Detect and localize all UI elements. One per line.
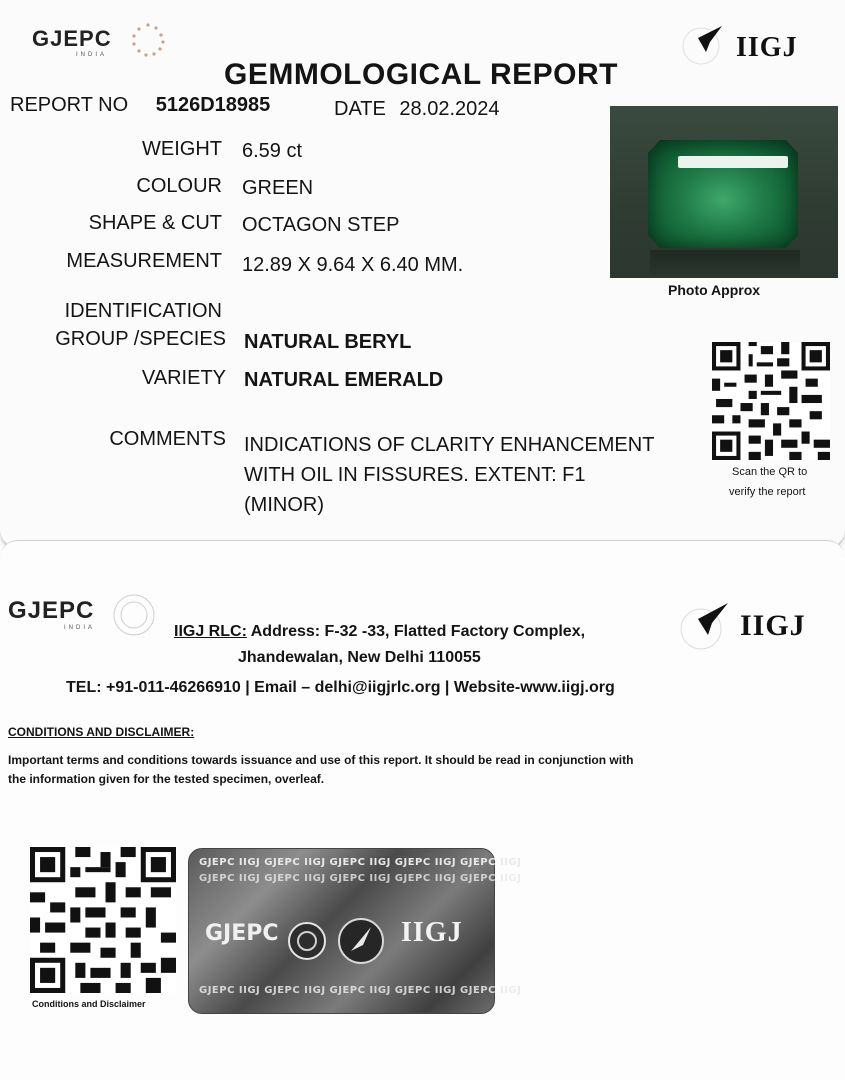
conditions-text-line-2: the information given for the tested specimen, overleaf. bbox=[8, 772, 325, 786]
gem-shadow bbox=[650, 250, 800, 278]
colour-value: GREEN bbox=[242, 177, 314, 199]
conditions-qr-caption: Conditions and Disclaimer bbox=[32, 999, 146, 1009]
iigj-logo-text: IIGJ bbox=[736, 32, 798, 63]
shape-cut-value: OCTAGON STEP bbox=[242, 214, 400, 236]
gjepc-sunburst-icon bbox=[108, 589, 160, 641]
hologram-text-row: GJEPC IIGJ GJEPC IIGJ GJEPC IIGJ GJEPC IIGJ GJEPC IIGJ bbox=[199, 857, 522, 868]
measurement-value: 12.89 X 9.64 X 6.40 MM. bbox=[242, 254, 464, 276]
qr-caption-line-2: verify the report bbox=[729, 486, 806, 498]
weight-label: WEIGHT bbox=[142, 138, 222, 160]
gem-highlight bbox=[678, 156, 788, 168]
address-line-1 bbox=[174, 623, 585, 641]
verify-qr-code[interactable] bbox=[712, 342, 830, 460]
gjepc-sub-text: INDIA bbox=[64, 625, 96, 631]
identification-label: IDENTIFICATION bbox=[64, 300, 222, 322]
hologram-security-label bbox=[188, 848, 522, 1014]
gjepc-sub-text: INDIA bbox=[76, 52, 108, 58]
gjepc-logo-text: GJEPC bbox=[32, 26, 112, 51]
iigj-bird-icon bbox=[676, 597, 736, 653]
report-number-row bbox=[10, 94, 270, 117]
comments-line: INDICATIONS OF CLARITY ENHANCEMENT bbox=[244, 434, 655, 456]
iigj-bird-icon bbox=[676, 18, 736, 68]
gemstone-photo bbox=[610, 106, 838, 278]
comments-label: COMMENTS bbox=[109, 428, 226, 450]
photo-caption: Photo Approx bbox=[668, 282, 761, 298]
hologram-text-row: GJEPC IIGJ GJEPC IIGJ GJEPC IIGJ GJEPC IIGJ GJEPC IIGJ bbox=[199, 873, 522, 884]
colour-label: COLOUR bbox=[136, 175, 222, 197]
address-label: IIGJ RLC: bbox=[174, 623, 247, 640]
iigj-logo-back bbox=[676, 597, 826, 659]
gjepc-logo bbox=[32, 26, 112, 58]
hologram-gjepc-logo: GJEPC bbox=[205, 921, 279, 946]
conditions-heading: CONDITIONS AND DISCLAIMER: bbox=[8, 725, 195, 739]
hologram-emblem-icon bbox=[285, 905, 395, 975]
address-text: Address: F-32 -33, Flatted Factory Complex, bbox=[246, 623, 586, 640]
variety-value: NATURAL EMERALD bbox=[244, 369, 444, 391]
report-date-value: 28.02.2024 bbox=[399, 98, 500, 120]
weight-value: 6.59 ct bbox=[242, 140, 303, 162]
address-line-2: Jhandewalan, New Delhi 110055 bbox=[238, 649, 481, 666]
report-date-row bbox=[334, 98, 500, 121]
gjepc-logo-back bbox=[8, 597, 96, 631]
gjepc-logo-text: GJEPC bbox=[8, 597, 95, 624]
gjepc-sunburst-icon bbox=[128, 20, 168, 60]
hologram-iigj-logo: IIGJ bbox=[401, 917, 463, 948]
qr-caption-line-1: Scan the QR to bbox=[732, 466, 808, 478]
group-species-label: GROUP /SPECIES bbox=[55, 328, 226, 350]
group-species-value: NATURAL BERYL bbox=[244, 331, 412, 353]
iigj-logo-text: IIGJ bbox=[740, 609, 806, 642]
conditions-text-line-1: Important terms and conditions towards issuance and use of this report. It should be read in conjunction with bbox=[8, 753, 634, 767]
report-number-label: REPORT NO bbox=[10, 94, 129, 116]
conditions-qr-code[interactable] bbox=[30, 847, 176, 993]
report-number-value: 5126D18985 bbox=[155, 94, 271, 116]
report-date-label: DATE bbox=[334, 98, 386, 120]
report-title: GEMMOLOGICAL REPORT bbox=[224, 58, 618, 91]
shape-cut-label: SHAPE & CUT bbox=[88, 212, 222, 234]
contact-line: TEL: +91-011-46266910 | Email – delhi@iigjrlc.org | Website-www.iigj.org bbox=[66, 679, 615, 696]
measurement-label: MEASUREMENT bbox=[66, 250, 222, 272]
hologram-text-row: GJEPC IIGJ GJEPC IIGJ GJEPC IIGJ GJEPC IIGJ GJEPC IIGJ bbox=[199, 985, 522, 996]
iigj-logo bbox=[676, 18, 826, 78]
comments-line: WITH OIL IN FISSURES. EXTENT: F1 bbox=[244, 464, 586, 486]
comments-line: (MINOR) bbox=[244, 494, 324, 516]
comments-value bbox=[244, 430, 654, 520]
variety-label: VARIETY bbox=[141, 367, 226, 389]
